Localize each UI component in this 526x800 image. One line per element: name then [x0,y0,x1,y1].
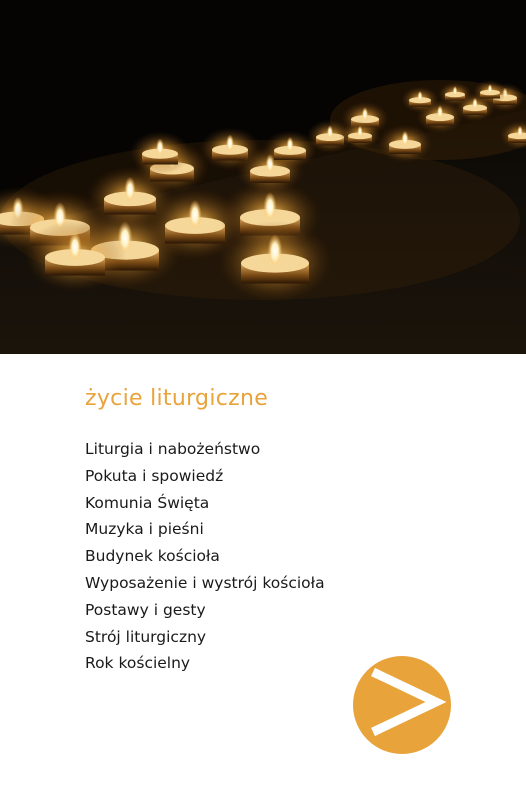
topic-item[interactable]: Wyposażenie i wystrój kościoła [85,573,325,592]
topic-item[interactable]: Pokuta i spowiedź [85,466,224,485]
topic-item[interactable]: Komunia Święta [85,493,210,512]
topic-item[interactable]: Postawy i gesty [85,600,206,619]
topic-item[interactable]: Rok kościelny [85,654,191,673]
topic-item[interactable]: Strój liturgiczny [85,627,207,646]
topic-item[interactable]: Muzyka i pieśni [85,520,204,539]
section-title: życie liturgiczne [85,386,269,411]
candles-photo [0,0,526,354]
topic-list [85,436,325,677]
topic-item[interactable]: Liturgia i nabożeństwo [85,440,261,458]
topic-item[interactable]: Budynek kościoła [85,547,220,566]
play-arrow-icon[interactable] [353,656,451,754]
